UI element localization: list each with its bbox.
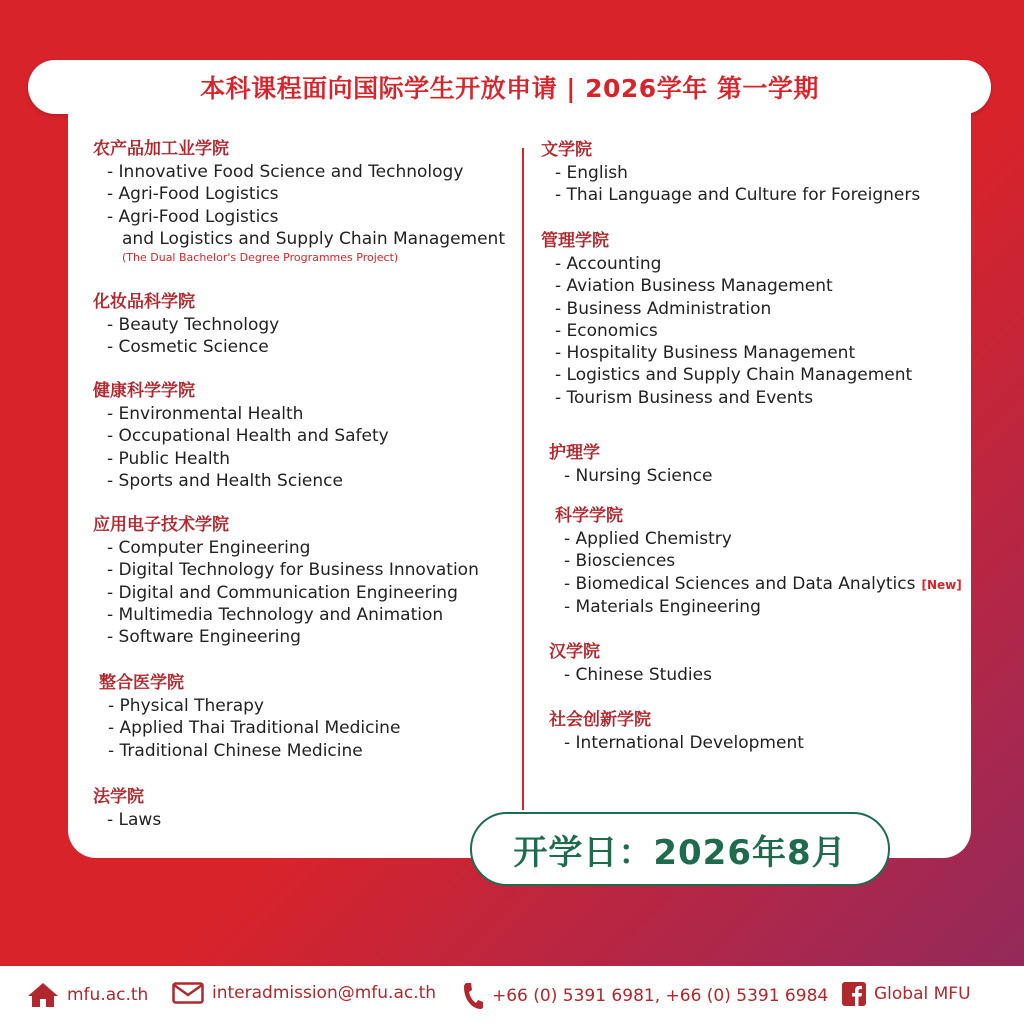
- phone-link[interactable]: [462, 982, 828, 1010]
- facebook-link[interactable]: [842, 982, 971, 1006]
- faculty-group-cosmetic-science: [93, 291, 279, 359]
- faculty-title: 护理学: [549, 443, 600, 463]
- website-link[interactable]: [27, 982, 148, 1008]
- program-item: - Accounting: [555, 254, 662, 274]
- facebook-icon: [842, 982, 866, 1006]
- home-icon: [27, 982, 59, 1008]
- program-item: - Digital and Communication Engineering: [107, 582, 458, 603]
- program-item: - Beauty Technology: [107, 315, 280, 335]
- email-text: interadmission@mfu.ac.th: [212, 983, 437, 1003]
- program-item: - Nursing Science: [564, 466, 713, 486]
- new-badge: [New]: [921, 577, 962, 592]
- program-item: - English: [555, 163, 628, 183]
- email-link[interactable]: [172, 982, 436, 1004]
- program-item: - Tourism Business and Events: [555, 387, 814, 408]
- faculty-group-social-innovation: [549, 709, 804, 754]
- program-item: - Applied Thai Traditional Medicine: [108, 718, 401, 739]
- faculty-title: 化妆品科学院: [93, 292, 195, 312]
- program-label: - Biomedical Sciences and Data Analytics: [564, 573, 916, 594]
- program-item: - Multimedia Technology and Animation: [107, 604, 444, 625]
- program-item-new: [555, 573, 962, 596]
- program-note: (The Dual Bachelor's Degree Programmes Project): [122, 251, 399, 265]
- faculty-title: 管理学院: [541, 231, 609, 251]
- faculty-title: 社会创新学院: [549, 710, 651, 730]
- faculty-group-law: [93, 786, 161, 831]
- faculty-group-management: [541, 230, 912, 409]
- program-item: - Computer Engineering: [107, 538, 311, 558]
- faculty-title: 应用电子技术学院: [93, 515, 229, 535]
- faculty-title: 农产品加工业学院: [93, 139, 229, 159]
- program-item: - Traditional Chinese Medicine: [108, 740, 363, 761]
- program-item: - Environmental Health: [107, 404, 304, 424]
- faculty-group-nursing: [549, 442, 712, 487]
- faculty-group-health-science: [93, 380, 389, 492]
- program-item: - International Development: [564, 733, 804, 753]
- faculty-title: 整合医学院: [99, 673, 184, 693]
- program-item: - Digital Technology for Business Innovation: [107, 560, 479, 581]
- program-item: - Cosmetic Science: [107, 337, 269, 358]
- program-item: - Agri-Food Logistics: [107, 184, 279, 205]
- program-item: - Thai Language and Culture for Foreigners: [555, 185, 921, 206]
- faculty-group-liberal-arts: [541, 139, 920, 207]
- program-item: - Economics: [555, 320, 658, 341]
- program-item: - Innovative Food Science and Technology: [107, 162, 464, 182]
- start-date-text: 开学日：2026年8月: [513, 832, 847, 873]
- faculty-title: 法学院: [93, 787, 144, 807]
- program-item: - Public Health: [107, 448, 231, 469]
- facebook-text: Global MFU: [874, 984, 971, 1004]
- program-item: - Applied Chemistry: [564, 529, 732, 549]
- website-text: mfu.ac.th: [67, 985, 149, 1005]
- faculty-group-integrative-medicine: [99, 672, 400, 762]
- program-item-continuation: and Logistics and Supply Chain Management: [122, 228, 505, 249]
- program-item: - Physical Therapy: [108, 696, 264, 716]
- start-date-badge: [470, 812, 890, 886]
- program-item: - Occupational Health and Safety: [107, 426, 389, 447]
- faculty-group-applied-digital-technology: [93, 514, 479, 648]
- mail-icon: [172, 982, 204, 1004]
- program-item: - Software Engineering: [107, 627, 301, 648]
- page-title: 本科课程面向国际学生开放申请 | 2026学年 第一学期: [200, 74, 819, 103]
- phone-icon: [462, 982, 484, 1010]
- program-item: - Sports and Health Science: [107, 470, 343, 491]
- program-item: - Business Administration: [555, 298, 772, 319]
- column-divider: [522, 148, 524, 810]
- faculty-group-agro-industry: [93, 138, 505, 266]
- program-item: - Agri-Food Logistics: [107, 206, 279, 227]
- program-item: - Materials Engineering: [564, 596, 761, 617]
- program-item: - Chinese Studies: [564, 665, 712, 685]
- faculty-group-science: [555, 505, 962, 618]
- faculty-title: 健康科学学院: [93, 381, 195, 401]
- program-item: - Laws: [107, 810, 162, 830]
- faculty-title: 文学院: [541, 140, 592, 160]
- contact-footer: [0, 966, 1024, 1024]
- program-item: - Aviation Business Management: [555, 276, 833, 297]
- program-item: - Logistics and Supply Chain Management: [555, 365, 913, 386]
- program-item: - Hospitality Business Management: [555, 343, 856, 364]
- title-banner: [28, 60, 991, 114]
- phone-text: +66 (0) 5391 6981, +66 (0) 5391 6984: [492, 986, 829, 1006]
- faculty-group-sinology: [549, 641, 712, 686]
- faculty-title: 汉学院: [549, 642, 600, 662]
- program-item: - Biosciences: [564, 551, 676, 572]
- faculty-title: 科学学院: [555, 506, 623, 526]
